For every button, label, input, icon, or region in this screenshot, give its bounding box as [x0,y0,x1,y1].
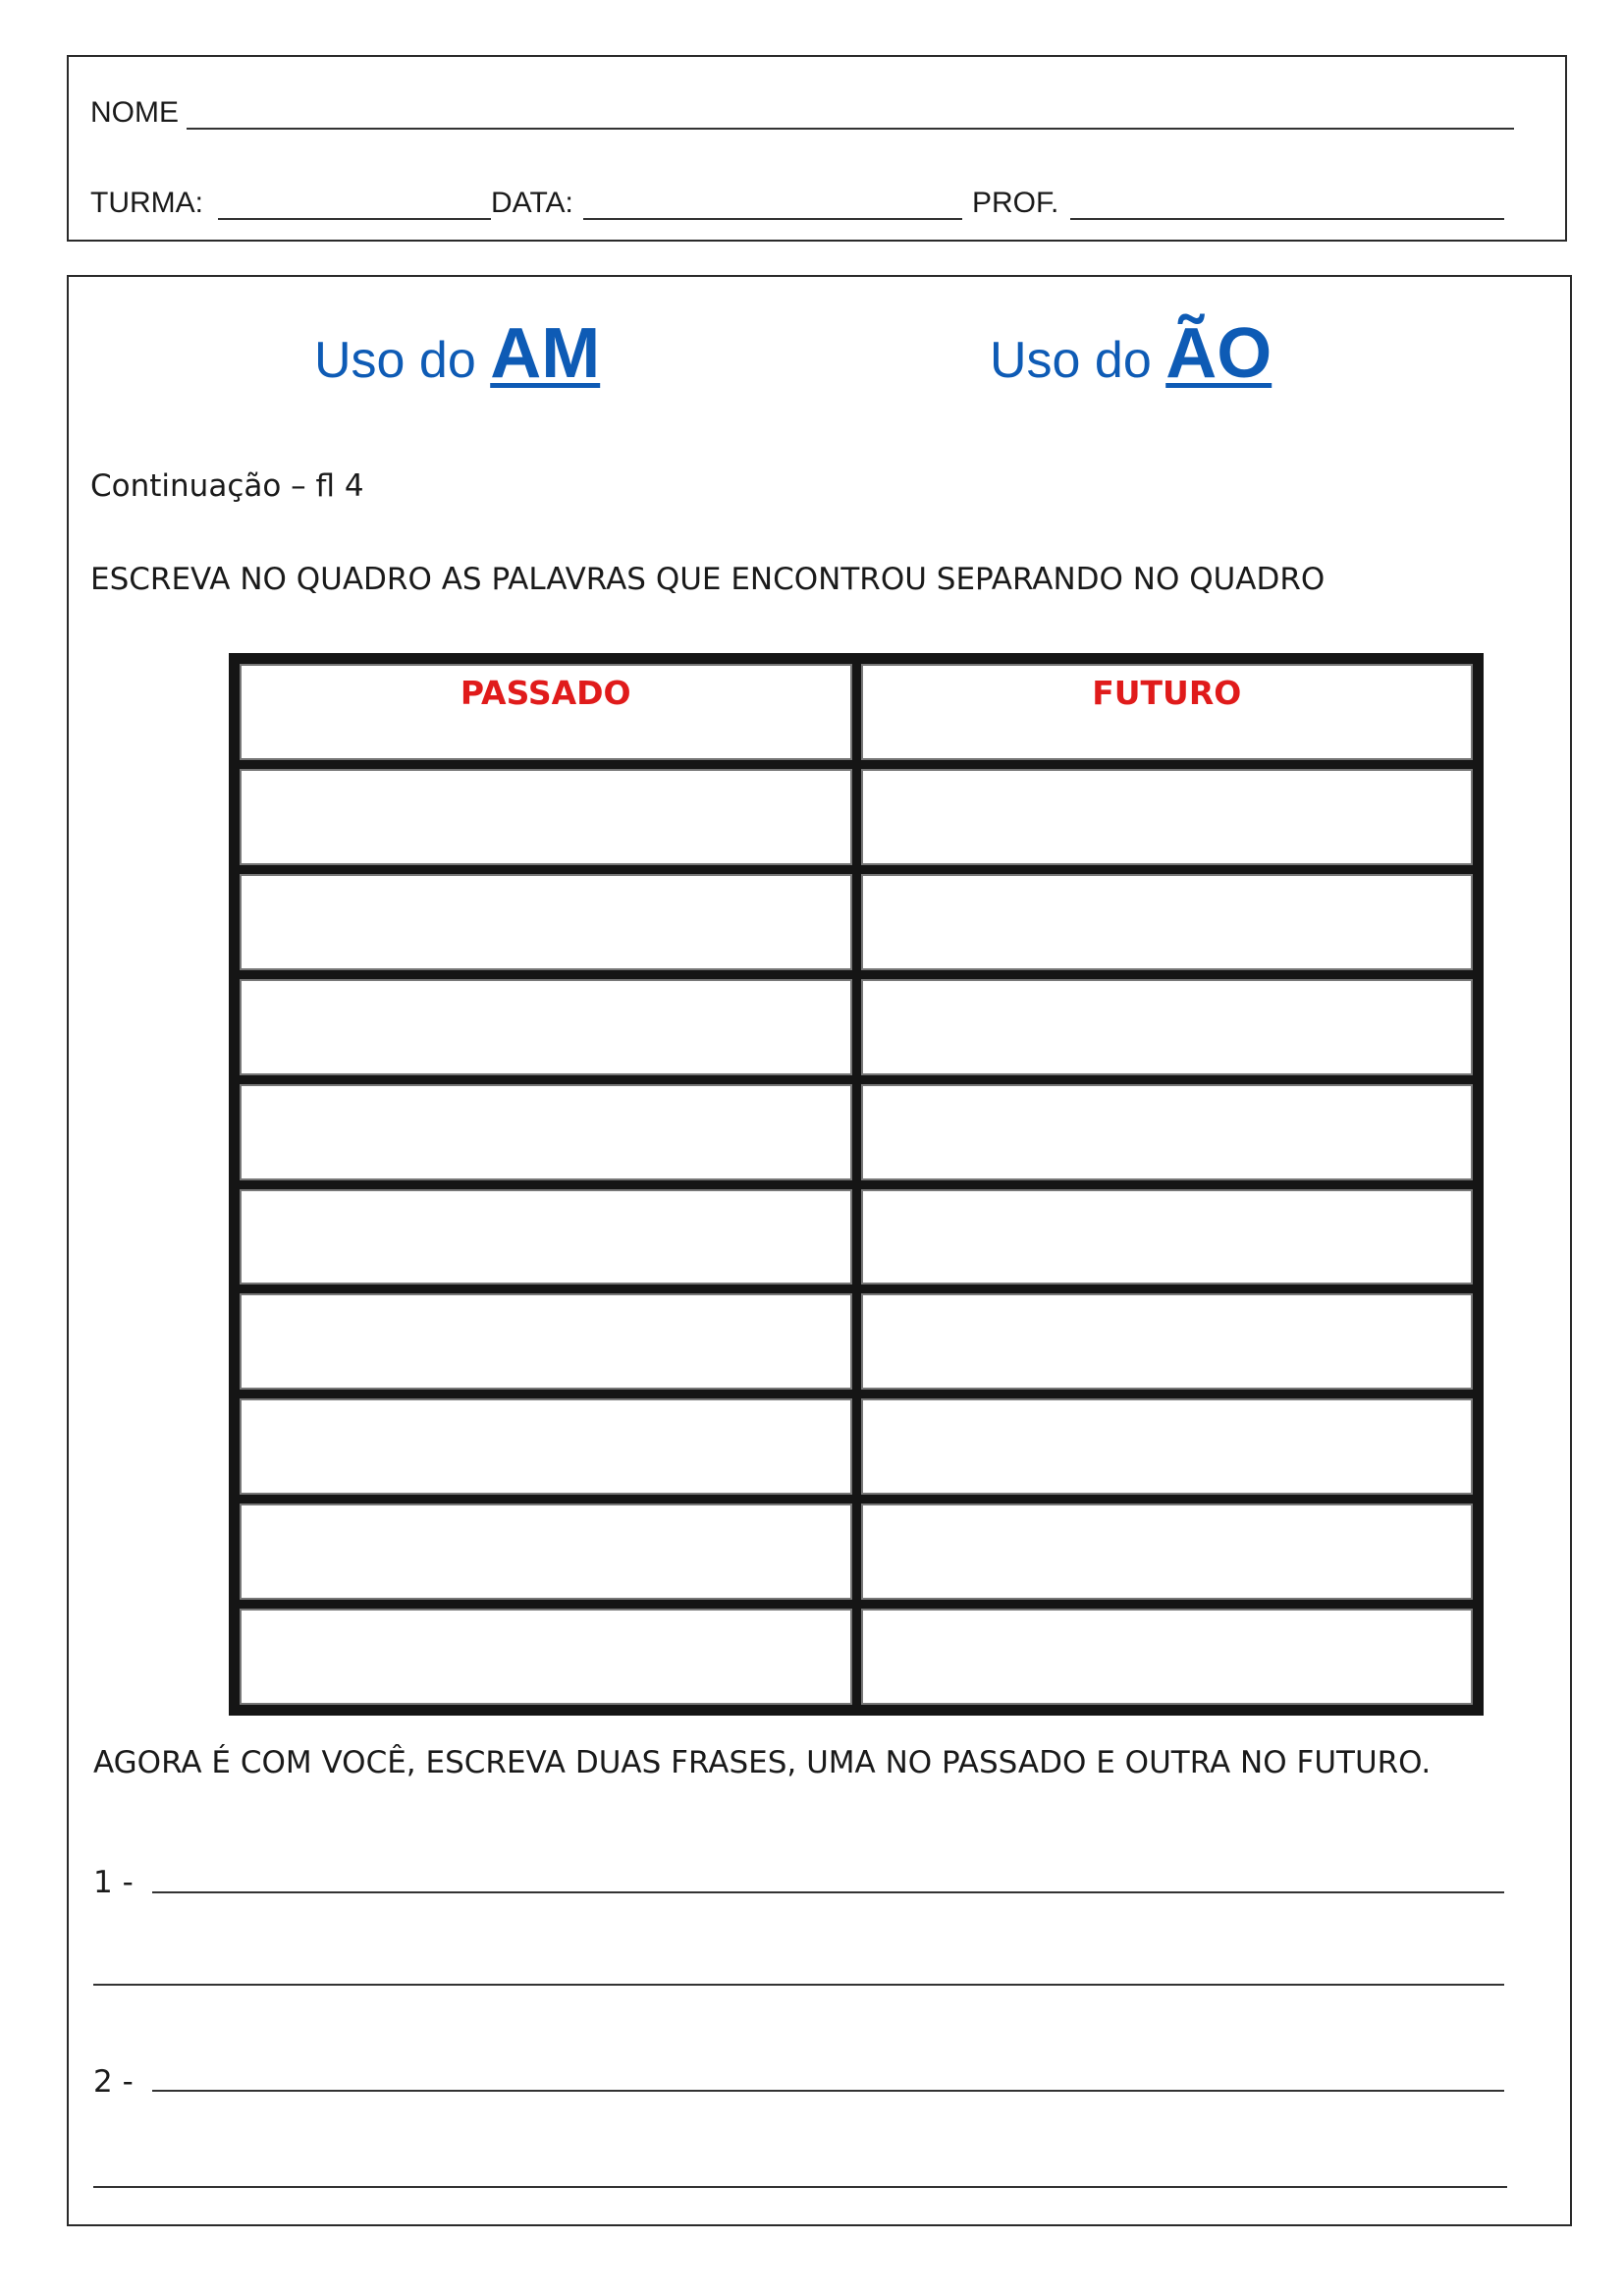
cell-futuro[interactable] [861,874,1474,970]
task-text: AGORA É COM VOCÊ, ESCREVA DUAS FRASES, UMA NO PASSADO E OUTRA NO FUTURO. [93,1745,1432,1780]
header-box [67,55,1567,242]
nome-line[interactable] [187,128,1514,130]
answer-line-2b[interactable] [93,2186,1507,2188]
title-am [314,314,601,393]
cell-futuro[interactable] [861,979,1474,1075]
title-ao-prefix: Uso do [990,332,1166,389]
title-ao-big: ÃO [1165,314,1272,393]
cell-futuro[interactable] [861,1398,1474,1495]
cell-passado[interactable] [240,979,852,1075]
nome-label: NOME [90,96,179,129]
item-2-label: 2 - [93,2064,134,2100]
cell-futuro[interactable] [861,769,1474,865]
title-am-big: AM [490,314,601,393]
data-label: DATA: [491,187,573,219]
title-ao [990,314,1272,393]
cell-passado[interactable] [240,1293,852,1390]
cell-passado[interactable] [240,1609,852,1705]
cell-passado[interactable] [240,874,852,970]
cell-passado[interactable] [240,1398,852,1495]
data-line[interactable] [583,218,962,220]
cell-passado[interactable] [240,1084,852,1180]
cell-futuro[interactable] [861,1293,1474,1390]
cell-futuro[interactable] [861,1503,1474,1600]
subtitle: Continuação – fl 4 [90,468,364,504]
cell-passado[interactable] [240,1189,852,1285]
answer-line-2a[interactable] [152,2090,1504,2092]
answer-line-1b[interactable] [93,1984,1504,1986]
cell-passado[interactable] [240,1503,852,1600]
cell-futuro[interactable] [861,1189,1474,1285]
cell-passado[interactable] [240,769,852,865]
header-futuro: FUTURO [861,664,1474,760]
cell-futuro[interactable] [861,1609,1474,1705]
instruction: ESCREVA NO QUADRO AS PALAVRAS QUE ENCONTROU SEPARANDO NO QUADRO [90,562,1326,597]
turma-line[interactable] [218,218,491,220]
header-passado: PASSADO [240,664,852,760]
prof-line[interactable] [1070,218,1504,220]
answer-line-1a[interactable] [152,1891,1504,1893]
item-1-label: 1 - [93,1865,134,1900]
title-am-prefix: Uso do [314,332,491,389]
prof-label: PROF. [972,187,1059,219]
word-table [229,653,1484,1716]
turma-label: TURMA: [90,187,203,219]
cell-futuro[interactable] [861,1084,1474,1180]
